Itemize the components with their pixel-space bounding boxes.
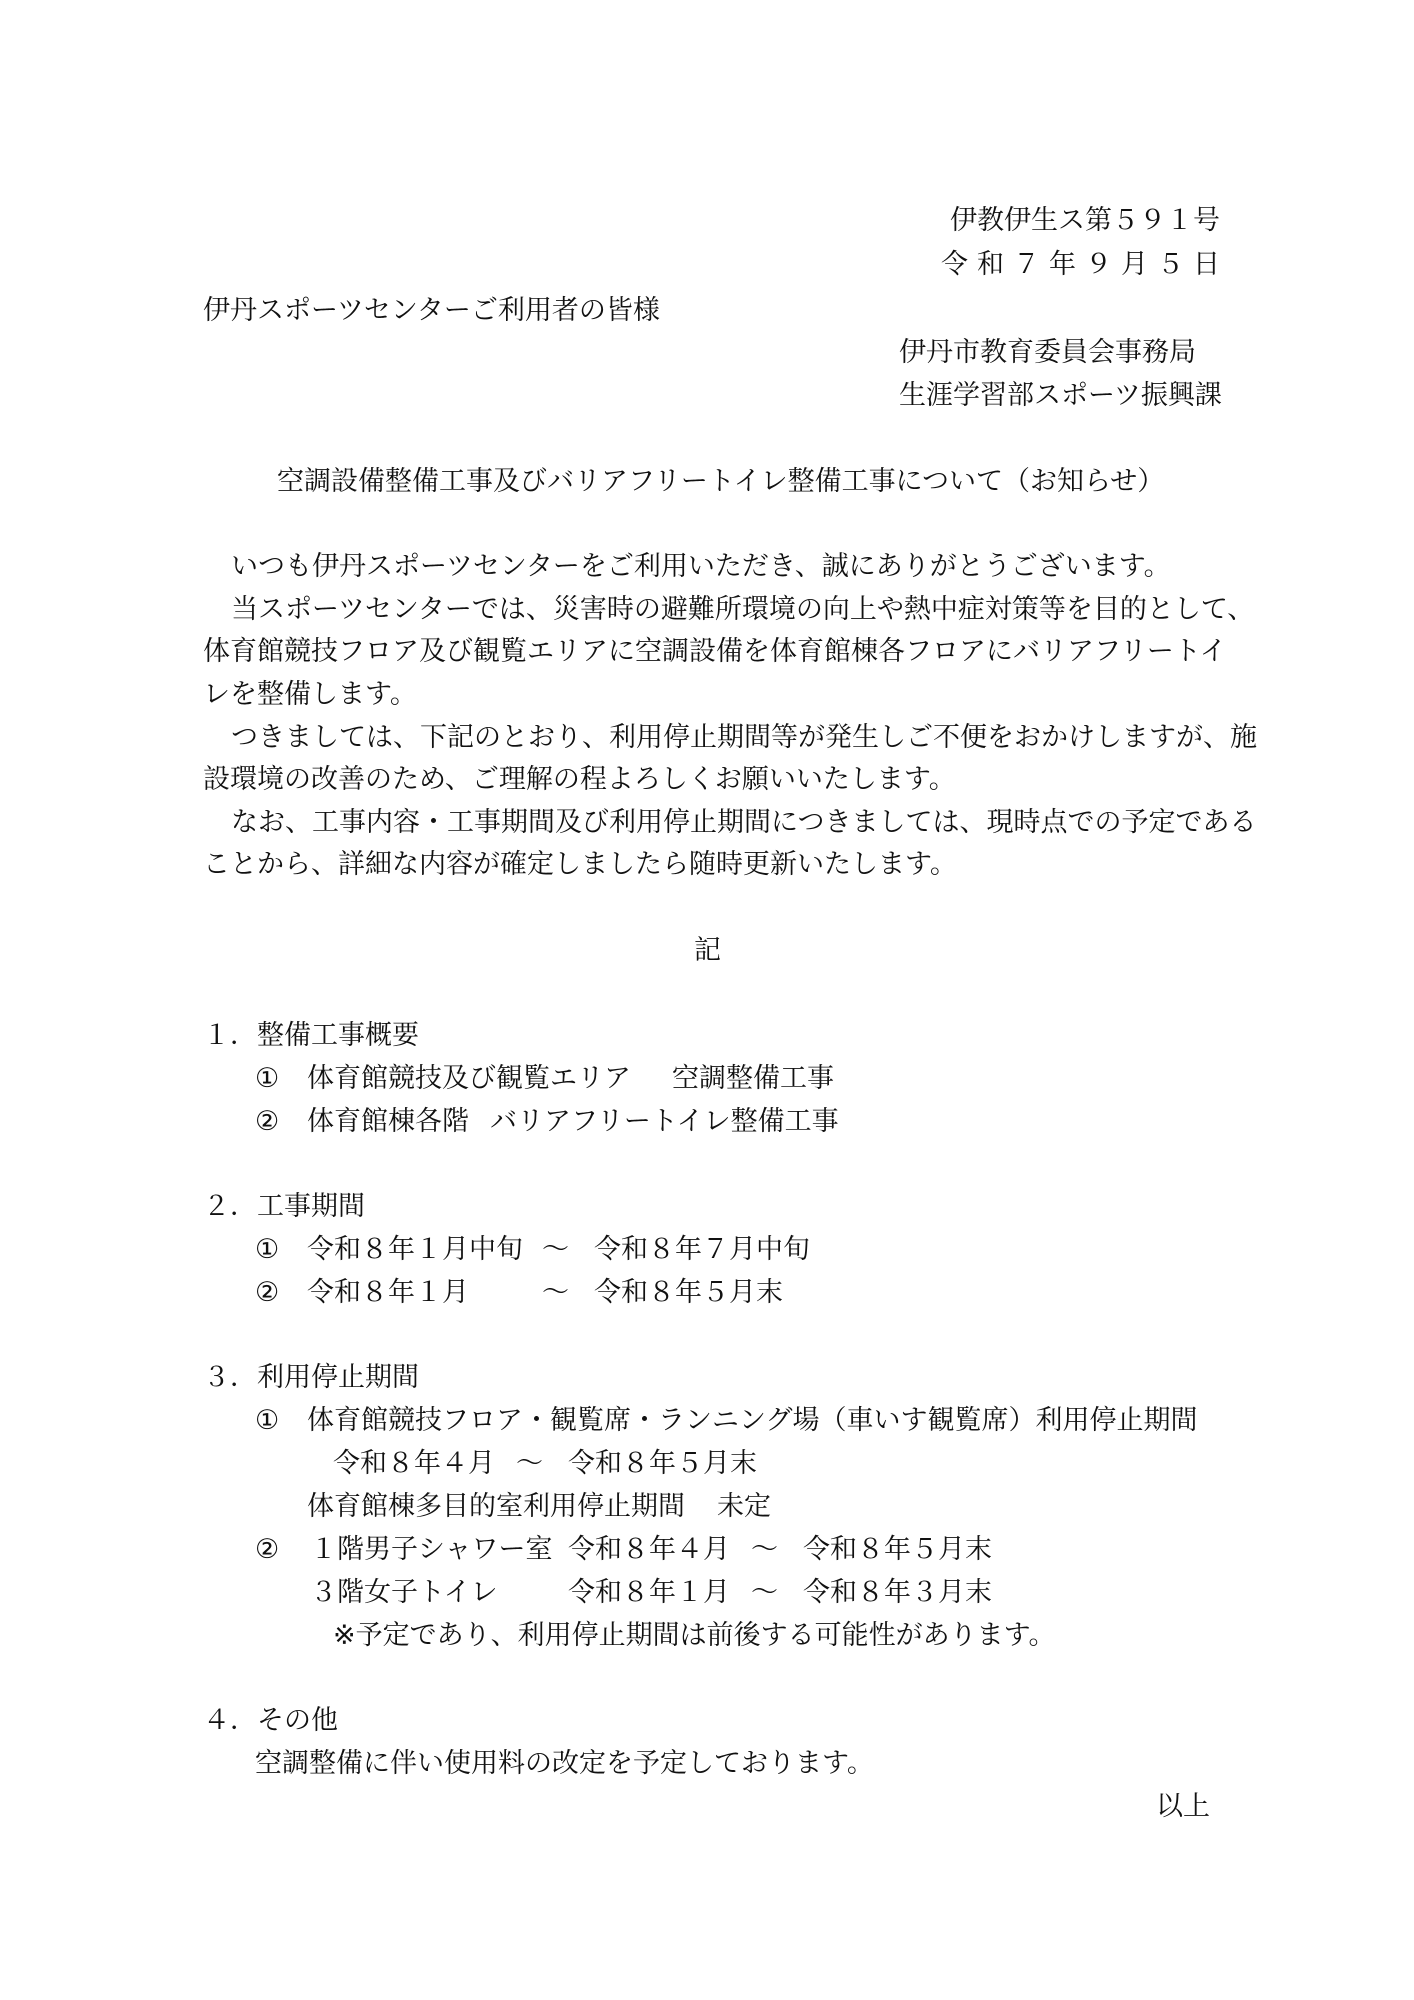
document-date: 令和７年９月５日 — [941, 249, 1229, 280]
section-1-item-2-work: バリアフリートイレ整備工事 — [490, 1106, 839, 1137]
section-2-item-2-mark: ② — [255, 1277, 280, 1308]
body-paragraph-4-line-1: なお、工事内容・工事期間及び利用停止期間につきましては、現時点での予定である — [231, 807, 1257, 838]
section-2-item-1-tilde: ～ — [542, 1234, 569, 1265]
section-1-item-1-work: 空調整備工事 — [672, 1063, 834, 1094]
body-paragraph-3-line-1: つきましては、下記のとおり、利用停止期間等が発生しご不便をおかけしますが、施 — [231, 722, 1257, 753]
sender-organization: 伊丹市教育委員会事務局 — [899, 337, 1196, 368]
body-paragraph-1: いつも伊丹スポーツセンターをご利用いただき、誠にありがとうございます。 — [231, 551, 1171, 582]
body-paragraph-2-line-3: レを整備します。 — [203, 679, 417, 710]
section-1-item-2-mark: ② — [255, 1106, 280, 1137]
section-3-item-1-tilde: ～ — [516, 1448, 543, 1479]
section-4-text: 空調整備に伴い使用料の改定を予定しております。 — [255, 1748, 874, 1779]
section-3-item-2a-start: 令和８年４月 — [568, 1534, 730, 1565]
sender-department: 生涯学習部スポーツ振興課 — [899, 380, 1222, 411]
section-3-item-2-mark: ② — [255, 1534, 280, 1565]
body-paragraph-3-line-2: 設環境の改善のため、ご理解の程よろしくお願いいたします。 — [203, 764, 956, 795]
section-3-item-1-start: 令和８年４月 — [333, 1448, 495, 1479]
section-3-item-2a-tilde: ～ — [751, 1534, 778, 1565]
section-2-item-1-mark: ① — [255, 1234, 280, 1265]
section-3-item-1b-status: 未定 — [717, 1491, 771, 1522]
page-title: 空調設備整備工事及びバリアフリートイレ整備工事について（お知らせ） — [277, 466, 1165, 497]
section-3-item-1-end: 令和８年５月末 — [568, 1448, 757, 1479]
section-3-item-1-mark: ① — [255, 1405, 280, 1436]
section-3-heading: ３．利用停止期間 — [203, 1362, 419, 1393]
section-1-heading: １．整備工事概要 — [203, 1020, 419, 1051]
section-3-item-1b-text: 体育館棟多目的室利用停止期間 — [307, 1491, 685, 1522]
section-1-item-1-mark: ① — [255, 1063, 280, 1094]
section-3-item-2a-end: 令和８年５月末 — [803, 1534, 992, 1565]
document-number: 伊教伊生ス第５９１号 — [950, 205, 1220, 236]
section-3-item-2b-end: 令和８年３月末 — [803, 1577, 992, 1608]
section-2-heading: ２．工事期間 — [203, 1191, 365, 1222]
section-2-item-2-end: 令和８年５月末 — [594, 1277, 783, 1308]
section-3-item-2b-name: ３階女子トイレ — [310, 1577, 498, 1608]
section-1-item-1-name: 体育館競技及び観覧エリア — [307, 1063, 631, 1094]
section-3-item-2b-start: 令和８年１月 — [568, 1577, 730, 1608]
section-3-item-1-text: 体育館競技フロア・観覧席・ランニング場（車いす観覧席）利用停止期間 — [307, 1405, 1198, 1436]
closing-mark: 以上 — [1156, 1791, 1210, 1822]
section-4-heading: ４．その他 — [203, 1705, 338, 1736]
section-1-item-2-name: 体育館棟各階 — [307, 1106, 469, 1137]
ki-marker: 記 — [694, 935, 721, 966]
section-2-item-2-start: 令和８年１月 — [307, 1277, 469, 1308]
section-3-item-2b-tilde: ～ — [751, 1577, 778, 1608]
section-3-note: ※予定であり、利用停止期間は前後する可能性があります。 — [333, 1620, 1056, 1651]
section-3-item-2a-name: １階男子シャワー室 — [310, 1534, 553, 1565]
recipient: 伊丹スポーツセンターご利用者の皆様 — [203, 295, 660, 326]
body-paragraph-2-line-2: 体育館競技フロア及び観覧エリアに空調設備を体育館棟各フロアにバリアフリートイ — [203, 636, 1227, 667]
body-paragraph-4-line-2: ことから、詳細な内容が確定しましたら随時更新いたします。 — [203, 849, 957, 880]
section-2-item-1-start: 令和８年１月中旬 — [307, 1234, 523, 1265]
section-2-item-1-end: 令和８年７月中旬 — [594, 1234, 810, 1265]
body-paragraph-2-line-1: 当スポーツセンターでは、災害時の避難所環境の向上や熱中症対策等を目的として、 — [231, 594, 1255, 625]
section-2-item-2-tilde: ～ — [542, 1277, 569, 1308]
